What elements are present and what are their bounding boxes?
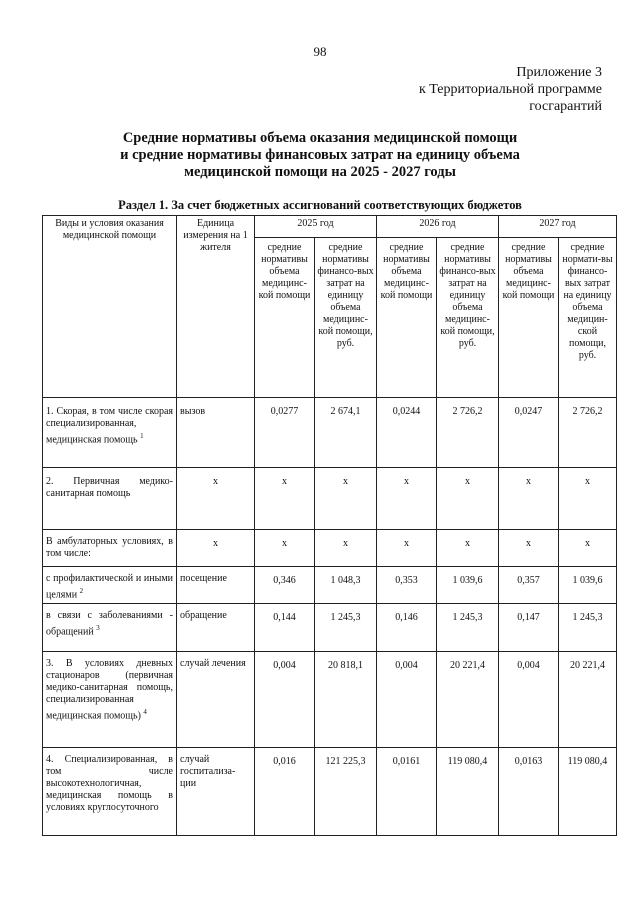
cell-value: х <box>437 468 499 530</box>
header-unit: Единица измерения на 1 жителя <box>177 216 255 398</box>
norms-table <box>42 215 617 836</box>
cell-value: х <box>559 468 617 530</box>
cell-value: х <box>559 530 617 567</box>
row-name-text: В амбулаторных условиях, в том числе: <box>46 536 173 559</box>
cell-value: 119 080,4 <box>437 748 499 836</box>
subheader-cost-2025: средние нормативы финансо-вых затрат на единицу объема медицинс-кой помощи, руб. <box>315 238 377 398</box>
row-unit: посещение <box>177 567 255 604</box>
table-row <box>43 567 617 604</box>
cell-value: х <box>377 530 437 567</box>
cell-value: 20 818,1 <box>315 652 377 748</box>
row-unit: х <box>177 468 255 530</box>
row-name <box>43 604 177 652</box>
row-unit: случай лечения <box>177 652 255 748</box>
cell-value: х <box>315 468 377 530</box>
cell-value: 1 039,6 <box>559 567 617 604</box>
subheader-cost-2026: средние нормативы финансо-вых затрат на единицу объема медицинс-кой помощи, руб. <box>437 238 499 398</box>
cell-value: х <box>499 530 559 567</box>
cell-value: 0,346 <box>255 567 315 604</box>
subheader-volume-2026: средние нормативы объема медицинс-кой помощи <box>377 238 437 398</box>
document-title <box>60 130 580 181</box>
cell-value: 1 245,3 <box>437 604 499 652</box>
cell-value: 1 245,3 <box>315 604 377 652</box>
appendix-caption <box>419 64 602 115</box>
row-name <box>43 652 177 748</box>
cell-value: х <box>255 468 315 530</box>
cell-value: 20 221,4 <box>559 652 617 748</box>
cell-value: 0,353 <box>377 567 437 604</box>
table-row <box>43 530 617 567</box>
cell-value: 2 726,2 <box>437 398 499 468</box>
cell-value: х <box>499 468 559 530</box>
footnote-mark: 1 <box>140 432 144 440</box>
row-name <box>43 398 177 468</box>
cell-value: 0,0244 <box>377 398 437 468</box>
header-year-2025: 2025 год <box>255 216 377 238</box>
subheader-cost-2027: средние нормати-вы финансо-вых затрат на единицу объема медицин-ской помощи, руб. <box>559 238 617 398</box>
cell-value: 0,146 <box>377 604 437 652</box>
row-name <box>43 530 177 567</box>
row-unit: обращение <box>177 604 255 652</box>
cell-value: 0,004 <box>377 652 437 748</box>
table-row <box>43 748 617 836</box>
cell-value: 0,004 <box>255 652 315 748</box>
cell-value: 1 048,3 <box>315 567 377 604</box>
row-unit: вызов <box>177 398 255 468</box>
title-line: Средние нормативы объема оказания медицинской помощи <box>122 130 518 146</box>
row-name-text: 2. Первичная медико-санитарная помощь <box>46 476 173 499</box>
footnote-mark: 4 <box>143 708 147 717</box>
header-year-2026: 2026 год <box>377 216 499 238</box>
footnote-mark: 2 <box>79 587 84 595</box>
cell-value: 0,016 <box>255 748 315 836</box>
row-name-text: в связи с заболеваниями - обращений <box>46 610 173 638</box>
title-line: и средние нормативы финансовых затрат на единицу объема <box>120 147 520 163</box>
subheader-volume-2025: средние нормативы объема медицинс-кой помощи <box>255 238 315 398</box>
cell-value: 1 245,3 <box>559 604 617 652</box>
row-unit: х <box>177 530 255 567</box>
cell-value: 2 674,1 <box>315 398 377 468</box>
header-year-2027: 2027 год <box>499 216 617 238</box>
header-care-type: Виды и условия оказания медицинской помощи <box>43 216 177 398</box>
cell-value: 0,0161 <box>377 748 437 836</box>
row-name-text: 4. Специализированная, в том числе высокотехнологичная, медицинская помощь в условиях круглосуточного <box>46 754 173 814</box>
cell-value: х <box>255 530 315 567</box>
row-name-text: 3. В условиях дневных стационаров (первичная медико-санитарная помощь, специализированная медицинская помощь) <box>46 658 173 722</box>
row-name-text: 1. Скорая, в том числе скорая специализированная, медицинская помощь <box>46 406 173 446</box>
row-name <box>43 748 177 836</box>
page-number: 98 <box>313 44 327 59</box>
cell-value: 0,0163 <box>499 748 559 836</box>
cell-value: 0,0247 <box>499 398 559 468</box>
appendix-line: к Территориальной программе <box>418 82 602 97</box>
table-row <box>43 468 617 530</box>
cell-value: 121 225,3 <box>315 748 377 836</box>
table-row <box>43 398 617 468</box>
row-unit: случай госпитализа-ции <box>177 748 255 836</box>
footnote-mark: 3 <box>96 624 100 633</box>
cell-value: 1 039,6 <box>437 567 499 604</box>
cell-value: 0,147 <box>499 604 559 652</box>
cell-value: 2 726,2 <box>559 398 617 468</box>
row-name <box>43 567 177 604</box>
cell-value: 0,0277 <box>255 398 315 468</box>
row-name-text: с профилактической и иными целями <box>46 573 173 601</box>
table-row <box>43 604 617 652</box>
title-line: медицинской помощи на 2025 - 2027 годы <box>184 164 456 180</box>
section-heading: Раздел 1. За счет бюджетных ассигнований соответствующих бюджетов <box>118 198 522 212</box>
appendix-line: госгарантий <box>529 99 602 114</box>
subheader-volume-2027: средние нормативы объема медицинс-кой помощи <box>499 238 559 398</box>
cell-value: 0,357 <box>499 567 559 604</box>
table-row <box>43 652 617 748</box>
cell-value: х <box>437 530 499 567</box>
cell-value: 0,144 <box>255 604 315 652</box>
cell-value: 119 080,4 <box>559 748 617 836</box>
appendix-line: Приложение 3 <box>516 65 602 80</box>
cell-value: 0,004 <box>499 652 559 748</box>
cell-value: х <box>377 468 437 530</box>
cell-value: х <box>315 530 377 567</box>
row-name <box>43 468 177 530</box>
cell-value: 20 221,4 <box>437 652 499 748</box>
